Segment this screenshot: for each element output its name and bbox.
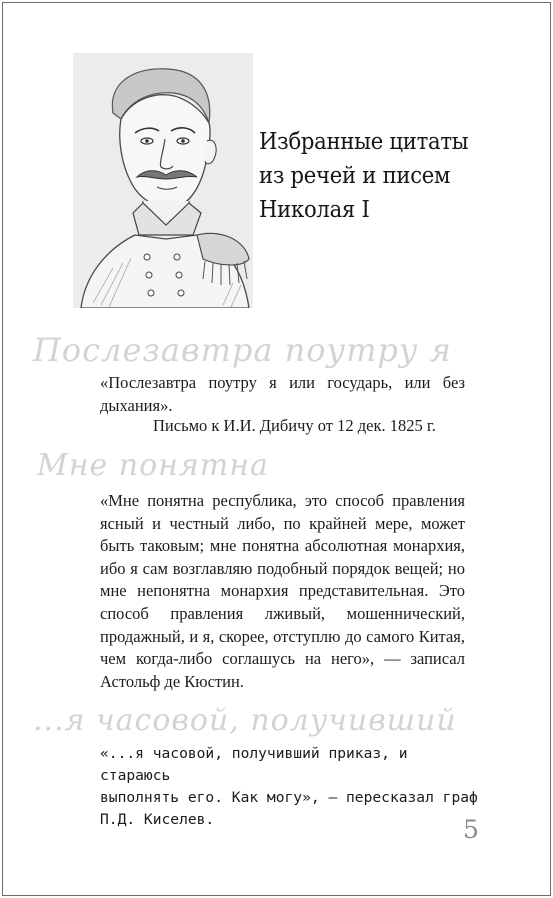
quote-3-line-3: П.Д. Киселев. — [100, 811, 215, 828]
quote-1-source: Письмо к И.И. Дибичу от 12 дек. 1825 г. — [153, 416, 436, 435]
quote-2 — [100, 490, 465, 693]
script-heading-2: Мне понятна — [37, 448, 269, 483]
quote-3-line-2: выполнять его. Как могу», — пересказал граф — [100, 789, 478, 806]
quote-2-text: «Мне понятна республика, это способ правления ясный и честный либо, по крайней мере, может быть таковым; мне понятна абсолютная монархия, ибо я сам возглавляю подобный порядок вещей; но мне непонятна монархия представительная. Это способ правления лживый, мошеннический, продажный, и я, скорее, отступлю до самого Китая, чем когда-либо соглашусь на него», — записал Астольф де Кюстин. — [100, 491, 465, 691]
title-line-3: Николая I — [259, 197, 370, 223]
title-line-2: из речей и писем — [259, 163, 451, 189]
quote-1-text: «Послезавтра поутру я или государь, или без дыхания». — [100, 373, 465, 415]
quote-3-line-1: «...я часовой, получивший приказ, и стараюсь — [100, 745, 408, 784]
page-number: 5 — [463, 815, 479, 844]
script-heading-1: Послезавтра поутру я — [33, 331, 452, 369]
portrait-illustration — [73, 53, 253, 308]
quote-1 — [100, 372, 465, 417]
quote-3 — [100, 743, 480, 831]
page-title — [259, 125, 480, 227]
script-heading-3: ...я часовой, получивший — [33, 703, 457, 738]
title-line-1: Избранные цитаты — [259, 129, 469, 155]
book-page — [2, 2, 551, 896]
